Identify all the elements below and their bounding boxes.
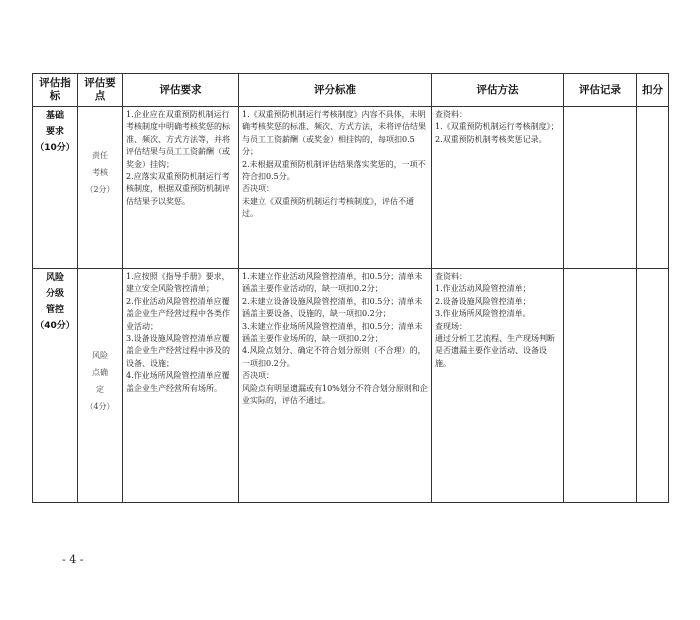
point-line: （4分）: [85, 402, 115, 411]
row-point: [78, 107, 123, 269]
header-deduction: 扣分: [637, 74, 669, 107]
veto-label: 否决项：: [242, 184, 274, 194]
method-item: 2.双重预防机制考核奖惩记录。: [435, 134, 547, 144]
evaluation-table: [32, 73, 669, 503]
method-item: 1.《双重预防机制运行考核制度》；: [435, 122, 559, 132]
point-line: 定: [96, 385, 104, 394]
veto-item: 未建立《双重预防机制运行考核制度》，评估不通过。: [242, 196, 414, 219]
category-line: 要求: [45, 127, 64, 137]
method-item: 3.作业场所风险管控清单。: [435, 309, 531, 319]
category-line: （10分）: [35, 143, 75, 153]
row-category: [33, 107, 78, 269]
requirement-item: 4.作业场所风险管控清单应覆盖企业生产经营所有场所。: [126, 371, 230, 393]
header-standard: 评分标准: [239, 74, 432, 107]
row-requirement: [123, 269, 239, 503]
row-standard: [239, 107, 432, 269]
row-record: [564, 107, 637, 269]
category-line: 基础: [45, 111, 64, 121]
point-line: 责任: [92, 151, 108, 160]
row-category: [33, 269, 78, 503]
row-requirement: [123, 107, 239, 269]
standard-item: 1.未建立作业活动风险管控清单，扣0.5分；清单未涵盖主要作业活动的，缺一项扣0.2分；: [242, 272, 423, 294]
veto-item: 风险点有明显遗漏或有10%划分不符合划分原则和企业实际的，评估不通过。: [242, 383, 428, 406]
header-requirement: 评估要求: [123, 74, 239, 107]
header-method: 评估方法: [432, 74, 564, 107]
row-method: [432, 269, 564, 503]
requirement-item: 1.企业应在双重预防机制运行考核制度中明确考核奖惩的标准、频次、方式方法等，并将评估结果与员工工资薪酬（或奖金）挂钩；: [126, 110, 230, 169]
row-standard: [239, 269, 432, 503]
method-item: 通过分析工艺流程、生产现场判断是否遗漏主要作业活动、设备设施。: [435, 334, 555, 368]
requirement-item: 1.应按照《指导手册》要求，建立安全风险管控清单；: [126, 272, 230, 294]
header-indicator: 评估指标: [33, 74, 78, 107]
standard-item: 2.未根据双重预防机制评估结果落实奖惩的，一项不符合扣0.5分。: [242, 159, 426, 182]
category-line: 风险: [45, 273, 64, 283]
row-method: [432, 107, 564, 269]
point-line: 风险: [92, 351, 108, 360]
standard-item: 2.未建立设备设施风险管控清单，扣0.5分；清单未涵盖主要设备、设施的，缺一项扣0.2分；: [242, 296, 423, 319]
method-item: 查现场：: [435, 321, 467, 331]
category-line: （40分）: [35, 321, 75, 331]
header-record: 评估记录: [564, 74, 637, 107]
veto-label: 否决项：: [242, 371, 274, 381]
table-header-row: [33, 74, 669, 107]
standard-item: 4.风险点划分、确定不符合划分原则（不合理）的，一项扣0.2分。: [242, 346, 426, 368]
point-line: （2分）: [85, 185, 115, 194]
category-line: 分级: [45, 289, 64, 299]
row-point: [78, 269, 123, 503]
requirement-item: 3.设备设施风险管控清单应覆盖企业生产经营过程中涉及的设备、设施；: [126, 334, 230, 368]
header-point: 评估要点: [78, 74, 123, 107]
point-line: 考核: [92, 168, 108, 177]
page-number: - 4 -: [62, 553, 84, 566]
standard-item: 1.《双重预防机制运行考核制度》内容不具体，未明确考核奖惩的标准、频次、方式方法，未将评估结果与员工工资薪酬（或奖金）相挂钩的，每项扣0.5分；: [242, 110, 426, 157]
row-deduction: [637, 269, 669, 503]
method-item: 查资料：: [435, 110, 467, 119]
row-record: [564, 269, 637, 503]
method-item: 2.设备设施风险管控清单；: [435, 296, 531, 306]
standard-item: 3.未建立作业场所风险管控清单，扣0.5分；清单未涵盖主要作业场所的，缺一项扣0.2分；: [242, 321, 423, 344]
table-row: [33, 107, 669, 269]
method-item: 查资料：: [435, 272, 467, 281]
point-line: 点确: [92, 368, 108, 377]
requirement-item: 2.应落实双重预防机制运行考核制度，根据双重预防机制评估结果予以奖惩。: [126, 172, 230, 206]
row-deduction: [637, 107, 669, 269]
category-line: 管控: [45, 305, 64, 315]
requirement-item: 2.作业活动风险管控清单应覆盖企业生产经营过程中各类作业活动；: [126, 296, 230, 331]
table-row: [33, 269, 669, 503]
method-item: 1.作业活动风险管控清单；: [435, 284, 531, 294]
